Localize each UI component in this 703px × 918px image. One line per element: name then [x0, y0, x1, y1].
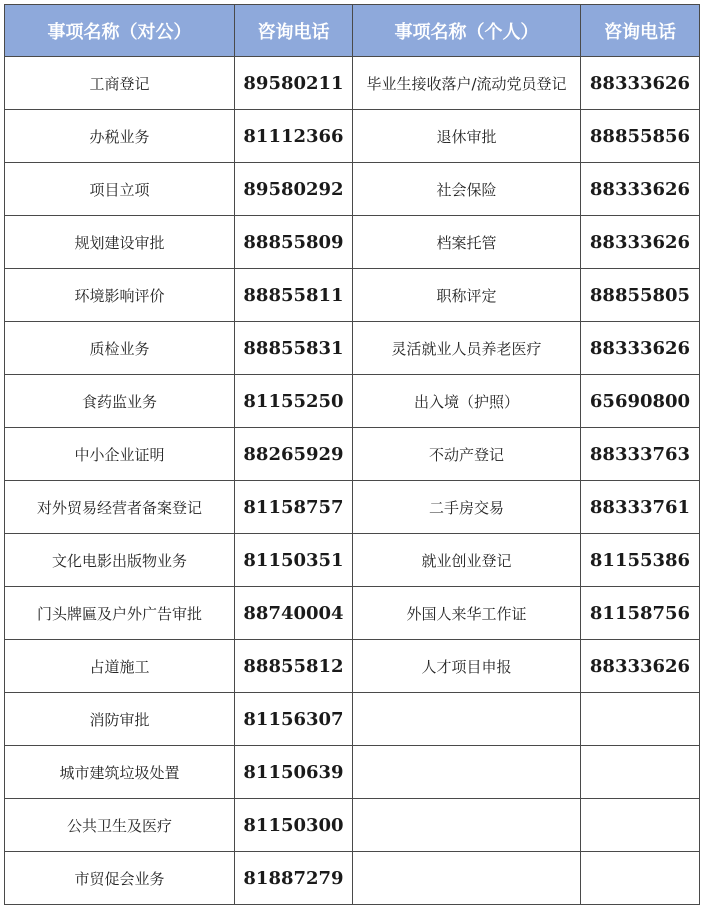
personal-item-cell: 就业创业登记: [353, 534, 581, 587]
table-row: [5, 746, 700, 799]
table-row: [5, 428, 700, 481]
corp-phone-cell: 88855831: [235, 322, 353, 375]
personal-phone-cell: 88855805: [581, 269, 700, 322]
personal-phone-cell: 81158756: [581, 587, 700, 640]
corp-item-cell: 项目立项: [5, 163, 235, 216]
header-personal-item: 事项名称（个人）: [353, 5, 581, 57]
corp-item-cell: 食药监业务: [5, 375, 235, 428]
corp-item-cell: 中小企业证明: [5, 428, 235, 481]
header-personal-phone: 咨询电话: [581, 5, 700, 57]
table-row: [5, 57, 700, 110]
header-corp-phone: 咨询电话: [235, 5, 353, 57]
corp-phone-cell: 88855809: [235, 216, 353, 269]
personal-phone-cell: 88333626: [581, 640, 700, 693]
corp-item-cell: 环境影响评价: [5, 269, 235, 322]
table-row: [5, 640, 700, 693]
table-row: [5, 693, 700, 746]
table-row: [5, 269, 700, 322]
corp-phone-cell: 88855812: [235, 640, 353, 693]
personal-item-cell: 毕业生接收落户/流动党员登记: [353, 57, 581, 110]
personal-item-cell: 外国人来华工作证: [353, 587, 581, 640]
corp-phone-cell: 81158757: [235, 481, 353, 534]
corp-item-cell: 公共卫生及医疗: [5, 799, 235, 852]
personal-phone-cell: 88333626: [581, 57, 700, 110]
corp-phone-cell: 89580211: [235, 57, 353, 110]
personal-item-cell: 二手房交易: [353, 481, 581, 534]
personal-phone-cell: 81155386: [581, 534, 700, 587]
personal-item-cell: 社会保险: [353, 163, 581, 216]
table-row: [5, 375, 700, 428]
corp-item-cell: 城市建筑垃圾处置: [5, 746, 235, 799]
personal-item-cell: 职称评定: [353, 269, 581, 322]
table-row: [5, 163, 700, 216]
corp-item-cell: 办税业务: [5, 110, 235, 163]
personal-phone-cell: 88855856: [581, 110, 700, 163]
personal-item-cell: 档案托管: [353, 216, 581, 269]
personal-item-cell: 人才项目申报: [353, 640, 581, 693]
personal-item-cell: [353, 799, 581, 852]
personal-phone-cell: 88333763: [581, 428, 700, 481]
table-row: [5, 587, 700, 640]
corp-phone-cell: 81150351: [235, 534, 353, 587]
corp-phone-cell: 81887279: [235, 852, 353, 905]
personal-item-cell: [353, 746, 581, 799]
table-row: [5, 216, 700, 269]
personal-phone-cell: [581, 852, 700, 905]
table-row: [5, 322, 700, 375]
table-header: [5, 5, 700, 57]
corp-item-cell: 质检业务: [5, 322, 235, 375]
personal-item-cell: 灵活就业人员养老医疗: [353, 322, 581, 375]
personal-phone-cell: 88333626: [581, 163, 700, 216]
corp-phone-cell: 89580292: [235, 163, 353, 216]
personal-item-cell: 出入境（护照）: [353, 375, 581, 428]
personal-phone-cell: [581, 799, 700, 852]
corp-item-cell: 门头牌匾及户外广告审批: [5, 587, 235, 640]
corp-phone-cell: 81156307: [235, 693, 353, 746]
header-corp-item: 事项名称（对公）: [5, 5, 235, 57]
table-row: [5, 852, 700, 905]
bottom-margin: [4, 910, 699, 918]
personal-phone-cell: 88333626: [581, 216, 700, 269]
corp-phone-cell: 81155250: [235, 375, 353, 428]
corp-phone-cell: 81150639: [235, 746, 353, 799]
corp-item-cell: 文化电影出版物业务: [5, 534, 235, 587]
corp-phone-cell: 88740004: [235, 587, 353, 640]
header-row: [5, 5, 700, 57]
corp-phone-cell: 81112366: [235, 110, 353, 163]
corp-phone-cell: 88265929: [235, 428, 353, 481]
corp-item-cell: 消防审批: [5, 693, 235, 746]
personal-phone-cell: 88333626: [581, 322, 700, 375]
corp-item-cell: 占道施工: [5, 640, 235, 693]
corp-item-cell: 对外贸易经营者备案登记: [5, 481, 235, 534]
personal-phone-cell: [581, 746, 700, 799]
personal-item-cell: 不动产登记: [353, 428, 581, 481]
personal-phone-cell: 88333761: [581, 481, 700, 534]
table-row: [5, 534, 700, 587]
personal-phone-cell: [581, 693, 700, 746]
personal-item-cell: [353, 852, 581, 905]
table-row: [5, 799, 700, 852]
contact-table: [4, 4, 700, 905]
corp-item-cell: 工商登记: [5, 57, 235, 110]
personal-item-cell: 退休审批: [353, 110, 581, 163]
table-body: [5, 57, 700, 905]
table-row: [5, 481, 700, 534]
personal-item-cell: [353, 693, 581, 746]
corp-phone-cell: 81150300: [235, 799, 353, 852]
corp-item-cell: 市贸促会业务: [5, 852, 235, 905]
corp-phone-cell: 88855811: [235, 269, 353, 322]
table-row: [5, 110, 700, 163]
personal-phone-cell: 65690800: [581, 375, 700, 428]
corp-item-cell: 规划建设审批: [5, 216, 235, 269]
